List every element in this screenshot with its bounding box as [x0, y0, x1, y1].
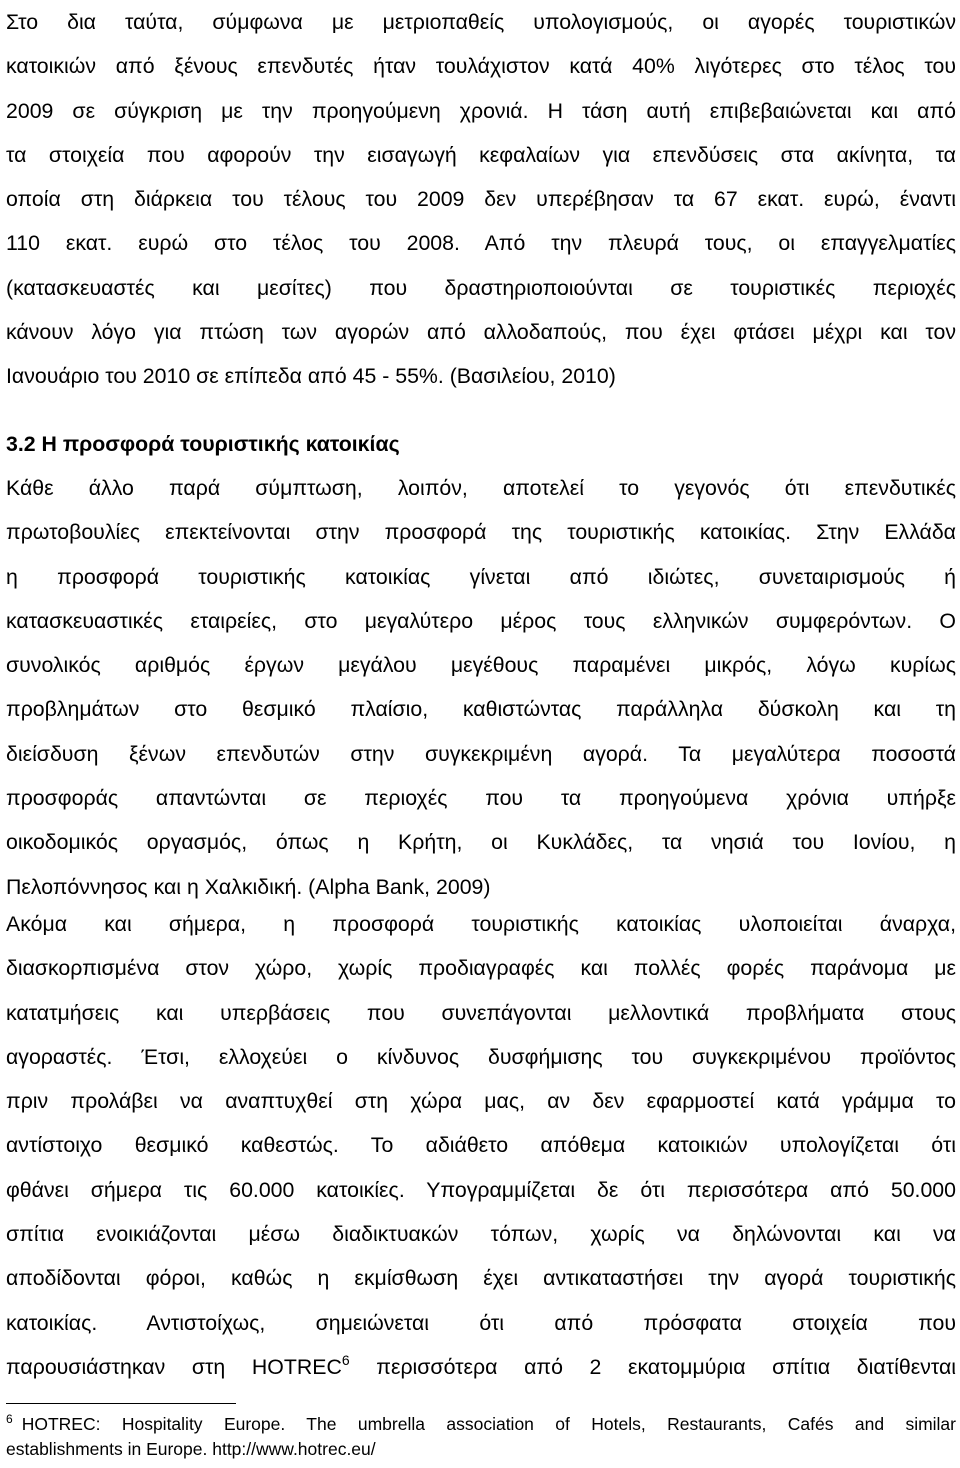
paragraph-market-decline — [6, 0, 956, 399]
text-line: αγοραστές. Έτσι, ελλοχεύει ο κίνδυνος δυσφήμισης του συγκεκριμένου προϊόντος — [6, 1044, 956, 1069]
text-line: Ιανουάριο του 2010 σε επίπεδα από 45 - 55%. (Βασιλείου, 2010) — [6, 364, 616, 389]
text-line: πριν προλάβει να αναπτυχθεί στη χώρα μας, αν δεν εφαρμοστεί κατά γράμμα το — [6, 1089, 956, 1114]
text-line: οικοδομικός οργασμός, όπως η Κρήτη, οι Κυκλάδες, τα νησιά του Ιονίου, η — [6, 830, 956, 855]
text-line: Στο δια ταύτα, σύμφωνα με μετριοπαθείς υπολογισμούς, οι αγορές τουριστικών — [6, 10, 956, 34]
text-line: (κατασκευαστές και μεσίτες) που δραστηριοποιούνται σε τουριστικές περιοχές — [6, 275, 956, 300]
text-line: πρωτοβουλίες επεκτείνονται στην προσφορά της τουριστικής κατοικίας. Στην Ελλάδα — [6, 520, 956, 545]
footnote-line — [6, 1412, 956, 1437]
text-line: φθάνει σήμερα τις 60.000 κατοικίες. Υπογραμμίζεται δε ότι περισσότερα από 50.000 — [6, 1177, 956, 1202]
text-line: διασκορπισμένα στον χώρο, χωρίς προδιαγραφές και πολλές φορές παράνομα με — [6, 956, 956, 981]
text-line: κατασκευαστικές εταιρείες, στο μεγαλύτερο μέρος τους ελληνικών συμφερόντων. Ο — [6, 608, 956, 633]
text-line: διείσδυση ξένων επενδυτών στην συγκεκριμένη αγορά. Τα μεγαλύτερα ποσοστά — [6, 741, 956, 766]
paragraph-anarchic-supply — [6, 902, 956, 1389]
text-line: κατοικίας. Αντιστοίχως, σημειώνεται ότι από πρόσφατα στοιχεία που — [6, 1310, 956, 1335]
section-heading-block — [6, 422, 956, 466]
text-fragment: παρουσιάστηκαν στη HOTREC — [6, 1354, 342, 1379]
footnote — [6, 1412, 956, 1462]
text-line: τα στοιχεία που αφορούν την εισαγωγή κεφαλαίων για επενδύσεις στα ακίνητα, τα — [6, 142, 956, 167]
footnote-text: HOTREC: Hospitality Europe. The umbrella association of Hotels, Restaurants, Cafés and similar — [21, 1414, 956, 1434]
footnote-separator — [6, 1403, 236, 1404]
text-line: η προσφορά τουριστικής κατοικίας γίνεται από ιδιώτες, συνεταιρισμούς ή — [6, 564, 956, 589]
text-line: Πελοπόννησος και η Χαλκιδική. (Alpha Bank, 2009) — [6, 874, 491, 899]
text-fragment: περισσότερα από 2 εκατομμύρια σπίτια διατίθενται — [349, 1354, 956, 1379]
text-line: κατοικιών από ξένους επενδυτές ήταν τουλάχιστον κατά 40% λιγότερες στο τέλος του — [6, 54, 956, 79]
text-line: 2009 σε σύγκριση με την προηγούμενη χρονιά. Η τάση αυτή επιβεβαιώνεται και από — [6, 98, 956, 123]
text-line: κάνουν λόγο για πτώση των αγορών από αλλοδαπούς, που έχει φτάσει μέχρι και τον — [6, 320, 956, 345]
text-line: προβλημάτων στο θεσμικό πλαίσιο, καθιστώντας παράλληλα δύσκολη και τη — [6, 697, 956, 722]
footnote-reference[interactable]: 6 — [341, 1351, 350, 1368]
text-line: κατατμήσεις και υπερβάσεις που συνεπάγονται μελλοντικά προβλήματα στους — [6, 1000, 956, 1025]
text-line: συνολικός αριθμός έργων μεγάλου μεγέθους παραμένει μικρός, λόγω κυρίως — [6, 653, 956, 678]
section-heading: 3.2 Η προσφορά τουριστικής κατοικίας — [6, 432, 400, 456]
text-line: οποία στη διάρκεια του τέλους του 2009 δεν υπερέβησαν τα 67 εκατ. ευρώ, έναντι — [6, 187, 956, 212]
text-line: Κάθε άλλο παρά σύμπτωση, λοιπόν, αποτελεί το γεγονός ότι επενδυτικές — [6, 476, 956, 500]
text-line: 110 εκατ. ευρώ στο τέλος του 2008. Από την πλευρά τους, οι επαγγελματίες — [6, 231, 956, 256]
text-line: σπίτια ενοικιάζονται μέσω διαδικτυακών τόπων, χωρίς να δηλώνονται και να — [6, 1222, 956, 1247]
footnote-line: establishments in Europe. http://www.hotrec.eu/ — [6, 1439, 376, 1459]
paragraph-supply — [6, 466, 956, 909]
footnote-marker: 6 — [6, 1412, 13, 1426]
text-line: Ακόμα και σήμερα, η προσφορά τουριστικής κατοικίας υλοποιείται άναρχα, — [6, 912, 956, 936]
text-line: προσφοράς απαντώνται σε περιοχές που τα προηγούμενα χρόνια υπήρξε — [6, 786, 956, 811]
text-line-with-footnote-ref — [6, 1345, 956, 1389]
text-line: αντίστοιχο θεσμικό καθεστώς. Το αδιάθετο απόθεμα κατοικιών υπολογίζεται ότι — [6, 1133, 956, 1158]
text-line: αποδίδονται φόροι, καθώς η εκμίσθωση έχει αντικαταστήσει την αγορά τουριστικής — [6, 1266, 956, 1291]
